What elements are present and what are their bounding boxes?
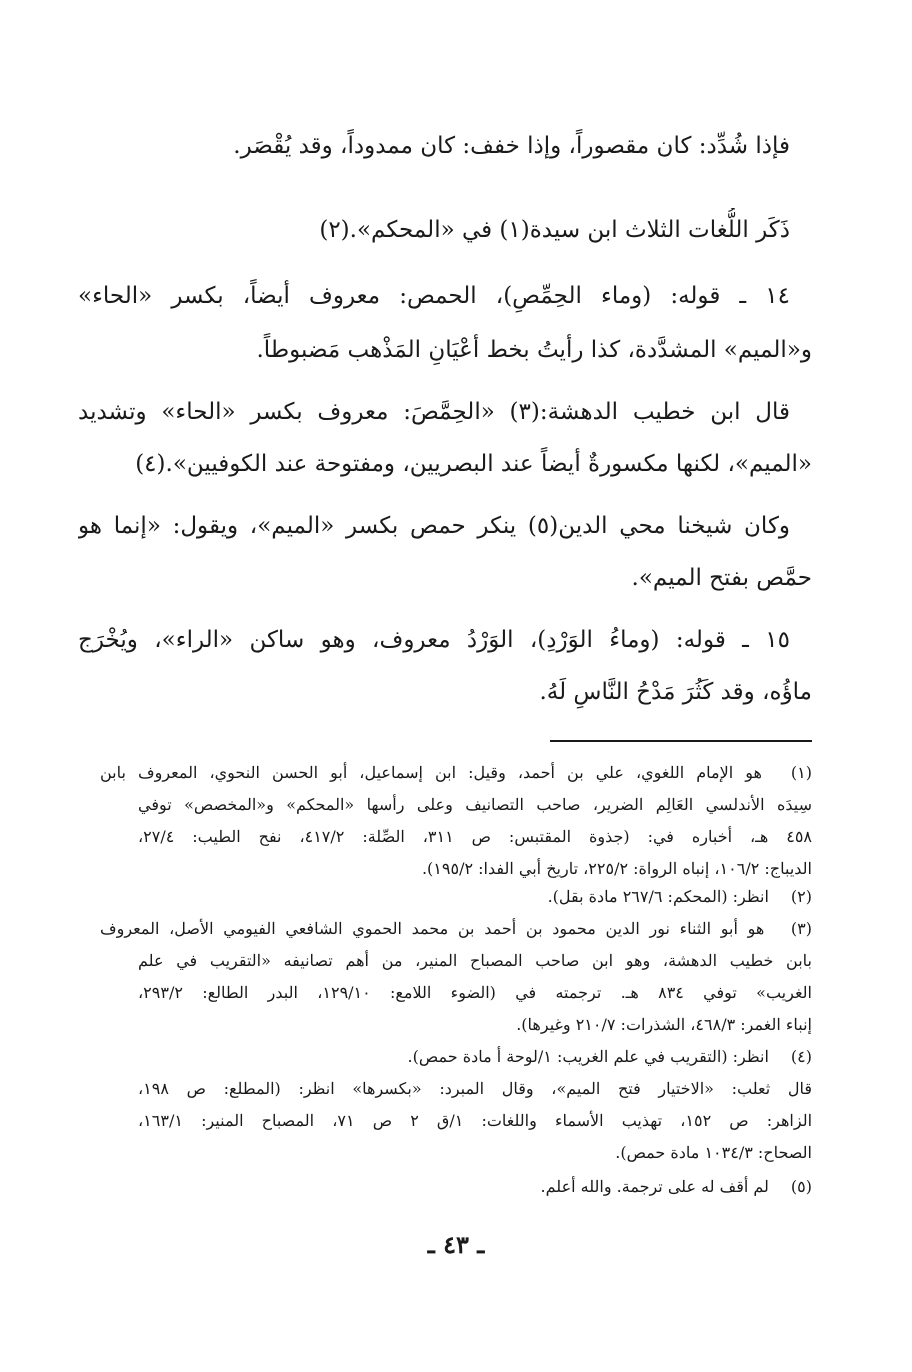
footnote-text: انظر: (التقريب في علم الغريب: ١/لوحة أ مادة حمص). — [407, 1047, 769, 1066]
main-text-line: و«الميم» المشدَّدة، كذا رأيتُ بخط أعْيَانِ المَذْهب مَضبوطاً. — [256, 337, 812, 363]
footnote-line: قال ثعلب: «الاختيار فتح الميم»، وقال المبرد: «بكسرها» انظر: (المطلع: ص ١٩٨، — [138, 1079, 812, 1098]
footnote-number: (٥) — [790, 1177, 812, 1196]
footnote-line: الزاهر: ص ١٥٢، تهذيب الأسماء واللغات: ١/ق ٢ ص ٧١، المصباح المنير: ١٦٣/١، — [138, 1111, 812, 1130]
footnote-number: (٤) — [790, 1047, 812, 1066]
main-text-line: ١٤ ـ قوله: (وماء الحِمِّصِ)، الحمص: معروف أيضاً، بكسر «الحاء» — [78, 283, 790, 309]
main-text-line: ذَكَر اللُّغات الثلاث ابن سيدة(١) في «المحكم».(٢) — [319, 217, 790, 243]
page-number: ـ ٤٣ ـ — [427, 1230, 485, 1259]
footnote-number: (٣) — [790, 919, 812, 938]
footnote-line: بابن خطيب الدهشة، وهو ابن صاحب المصباح المنير، من أهم تصانيفه «التقريب في علم — [138, 951, 812, 970]
main-text-line: وكان شيخنا محي الدين(٥) ينكر حمص بكسر «الميم»، ويقول: «إنما هو — [78, 513, 790, 539]
footnote-line: الغريب» توفي ٨٣٤ هـ. ترجمته في (الضوء اللامع: ١٢٩/١٠، البدر الطالع: ٢٩٣/٢، — [138, 983, 812, 1002]
footnote-text: هو الإمام اللغوي، علي بن أحمد، وقيل: ابن إسماعيل، أبو الحسن النحوي، المعروف بابن — [100, 763, 762, 782]
footnote-text: انظر: (المحكم: ٢٦٧/٦ مادة بقل). — [547, 887, 769, 906]
footnote-line: سِيدَه الأندلسي العَالِم الضرير، صاحب التصانيف وعلى رأسها «المحكم» و«المخصص» توفي — [138, 795, 812, 814]
main-text-line: فإذا شُدِّد: كان مقصوراً، وإذا خفف: كان ممدوداً، وقد يُقْصَر. — [233, 133, 790, 159]
footnote-line — [100, 1042, 812, 1072]
footnote-separator — [550, 740, 812, 742]
main-text-line: ١٥ ـ قوله: (وماءُ الوَرْدِ)، الوَرْدُ معروف، وهو ساكن «الراء»، ويُخْرَج — [78, 627, 790, 653]
footnote-line — [100, 882, 812, 912]
footnote-number: (٢) — [790, 887, 812, 906]
main-text-line: ماؤُه، وقد كَثُرَ مَدْحُ النَّاسِ لَهُ. — [539, 679, 812, 705]
footnote-number: (١) — [790, 763, 812, 782]
main-text-line: «الميم»، لكنها مكسورةٌ أيضاً عند البصريين، ومفتوحة عند الكوفيين».(٤) — [135, 451, 812, 477]
footnote-line: إنباء الغمر: ٤٦٨/٣، الشذرات: ٢١٠/٧ وغيرها). — [516, 1015, 812, 1034]
footnote-line — [100, 758, 812, 788]
footnote-line — [100, 1172, 812, 1202]
footnote-line: الصحاح: ١٠٣٤/٣ مادة حمص). — [615, 1143, 812, 1162]
main-text-line: حمَّص بفتح الميم». — [631, 565, 812, 591]
footnote-line: ٤٥٨ هـ، أخباره في: (جذوة المقتبس: ص ٣١١، الصِّلة: ٤١٧/٢، نفح الطيب: ٢٧/٤، — [138, 827, 812, 846]
footnote-line — [100, 914, 812, 944]
footnote-text: هو أبو الثناء نور الدين محمود بن أحمد بن محمد الحموي الشافعي الفيومي الأصل، المعروف — [100, 919, 765, 938]
footnote-text: لم أقف له على ترجمة. والله أعلم. — [540, 1177, 769, 1196]
main-text-line: قال ابن خطيب الدهشة:(٣) «الحِمَّصَ: معروف بكسر «الحاء» وتشديد — [78, 399, 791, 425]
footnote-line: الديباج: ١٠٦/٢، إنباه الرواة: ٢٢٥/٢، تاريخ أبي الفدا: ١٩٥/٢). — [421, 859, 812, 878]
